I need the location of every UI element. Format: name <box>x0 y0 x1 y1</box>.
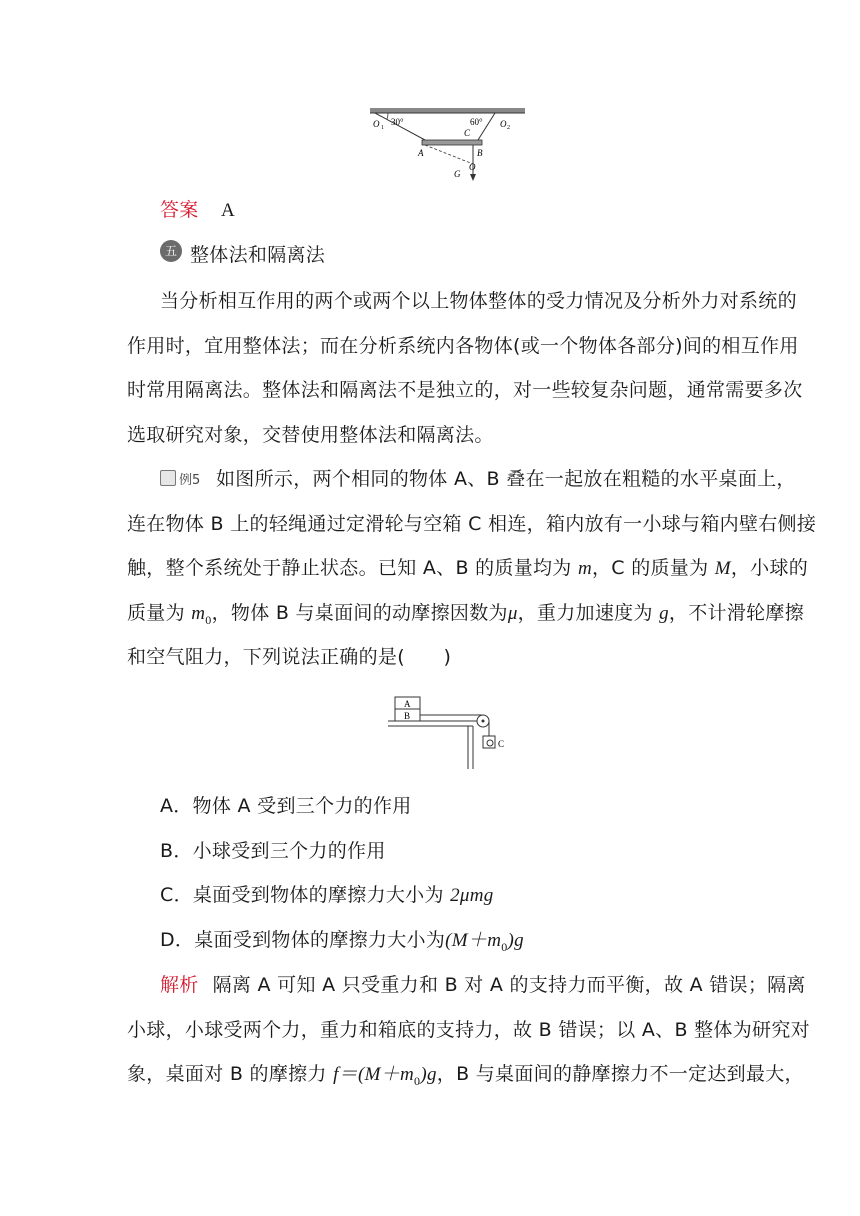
figure-suspended-rod <box>360 104 540 184</box>
analysis-line-2: 小球，小球受两个力，重力和箱底的支持力，故 B 错误；以 A、B 整体为研究对 <box>127 1019 810 1041</box>
label-angle-30: 30° <box>391 117 404 127</box>
option-a: A．物体 A 受到三个力的作用 <box>160 795 412 817</box>
label-g: G <box>454 169 461 179</box>
analysis-line-3: 象，桌面对 B 的摩擦力 $f=(M+m_0)g$，B 与桌面间的静摩擦力不一定达到最大， <box>127 1063 804 1088</box>
ceiling <box>370 108 525 113</box>
svg-text:C: C <box>498 739 505 749</box>
example-line-2: 连在物体 B 上的轻绳通过定滑轮与空箱 C 相连，箱内放有一小球与箱内壁右侧接 <box>127 513 817 535</box>
answer-value: A <box>220 200 235 221</box>
label-o2: O <box>500 119 507 129</box>
option-c: C．桌面受到物体的摩擦力大小为 2μmg <box>160 884 494 906</box>
intro-line-4: 选取研究对象，交替使用整体法和隔离法。 <box>127 424 494 446</box>
rod <box>422 140 482 145</box>
svg-text:A: A <box>404 699 411 709</box>
label-o1: O <box>373 119 380 129</box>
answer-line <box>160 198 235 223</box>
example-tag-text: 例5 <box>179 472 201 488</box>
ball <box>487 740 493 746</box>
option-b: B．小球受到三个力的作用 <box>160 840 386 862</box>
figure-table-pulley <box>385 693 525 773</box>
svg-text:1: 1 <box>381 125 384 131</box>
example-icon <box>160 470 176 486</box>
intro-line-2: 作用时，宜用整体法；而在分析系统内各物体(或一个物体各部分)间的相互作用 <box>127 335 799 357</box>
analysis-label: 解析 <box>160 974 199 996</box>
intro-line-3: 时常用隔离法。整体法和隔离法不是独立的，对一些较复杂问题，通常需要多次 <box>127 379 803 401</box>
section-badge: 五 <box>160 240 182 262</box>
example-tag <box>160 468 200 488</box>
section-title: 整体法和隔离法 <box>190 244 326 266</box>
label-c: C <box>464 128 471 138</box>
label-b: B <box>477 148 483 158</box>
answer-label: 答案 <box>160 199 199 221</box>
example-line-1: 如图所示，两个相同的物体 A、B 叠在一起放在粗糙的水平桌面上， <box>216 468 796 490</box>
label-a: A <box>418 148 424 158</box>
example-line-5: 和空气阻力，下列说法正确的是( ) <box>127 646 452 668</box>
label-o: O <box>469 162 476 172</box>
svg-text:2: 2 <box>507 125 510 131</box>
label-angle-60: 60° <box>470 117 483 127</box>
svg-text:B: B <box>404 711 411 721</box>
option-d: D．桌面受到物体的摩擦力大小为$(M+m_0)g$ <box>160 929 524 954</box>
example-line-4: 质量为 $m_0$，物体 B 与桌面间的动摩擦因数为μ，重力加速度为 g，不计滑轮摩擦 <box>127 602 805 627</box>
example-line-3: 触，整个系统处于静止状态。已知 A、B 的质量均为 m，C 的质量为 M，小球的 <box>127 557 809 579</box>
intro-line-1: 当分析相互作用的两个或两个以上物体整体的受力情况及分析外力对系统的 <box>160 290 797 312</box>
analysis-line-1: 解析 隔离 A 可知 A 只受重力和 B 对 A 的支持力而平衡，故 A 错误；隔离 <box>160 974 806 996</box>
